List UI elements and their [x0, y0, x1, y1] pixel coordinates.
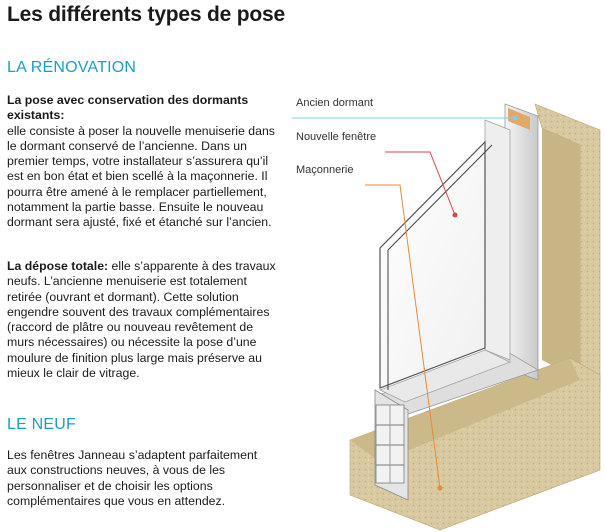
neuf-paragraph: Les fenêtres Janneau s’adaptent parfaitement aux constructions neuves, à vous de les personnaliser et de choisir les options complémentaires que vous en attendez.: [7, 448, 258, 508]
renovation-paragraph-1-text: elle consiste à poser la nouvelle menuiserie dans le dormant conservé de l’ancienne. Dans un premier temps, votre installateur s’assurera qu’il est en bon état et bien scellé à la maçonnerie. Il pourra être amené à le remplacer partiellement, notamment la partie basse. Ensuite le nouveau dormant sera ajusté, fixé et étanché sur l’ancien.: [7, 123, 275, 230]
renovation-paragraph-1-lead: La pose avec conservation des dormants existants:: [7, 93, 249, 123]
page-title: Les différents types de pose: [7, 3, 285, 26]
callout-maconnerie: Maçonnerie: [296, 164, 354, 176]
renovation-heading: LA RÉNOVATION: [7, 59, 137, 76]
renovation-paragraph-2-lead: La dépose totale:: [7, 259, 109, 273]
callout-nouvelle-fenetre: Nouvelle fenêtre: [296, 131, 377, 143]
renovation-paragraph-1: [7, 93, 279, 231]
window-installation-illustration: [280, 90, 605, 532]
renovation-paragraph-2-text: elle s’apparente à des travaux neufs. L’ancienne menuiserie est totalement retirée (ouvrant et dormant). Cette solution engendre souvent des travaux complémentaires (raccord de plâtre ou nouveau revêtement de murs nécessaires) ou nécessite la pose d’une moulure de finition plus large mais préserve au mieux le clair de vitrage.: [7, 259, 276, 381]
callout-ancien-dormant: Ancien dormant: [296, 97, 374, 109]
glazing: [380, 142, 492, 390]
renovation-paragraph-2: [7, 259, 279, 381]
neuf-heading: LE NEUF: [7, 416, 76, 433]
